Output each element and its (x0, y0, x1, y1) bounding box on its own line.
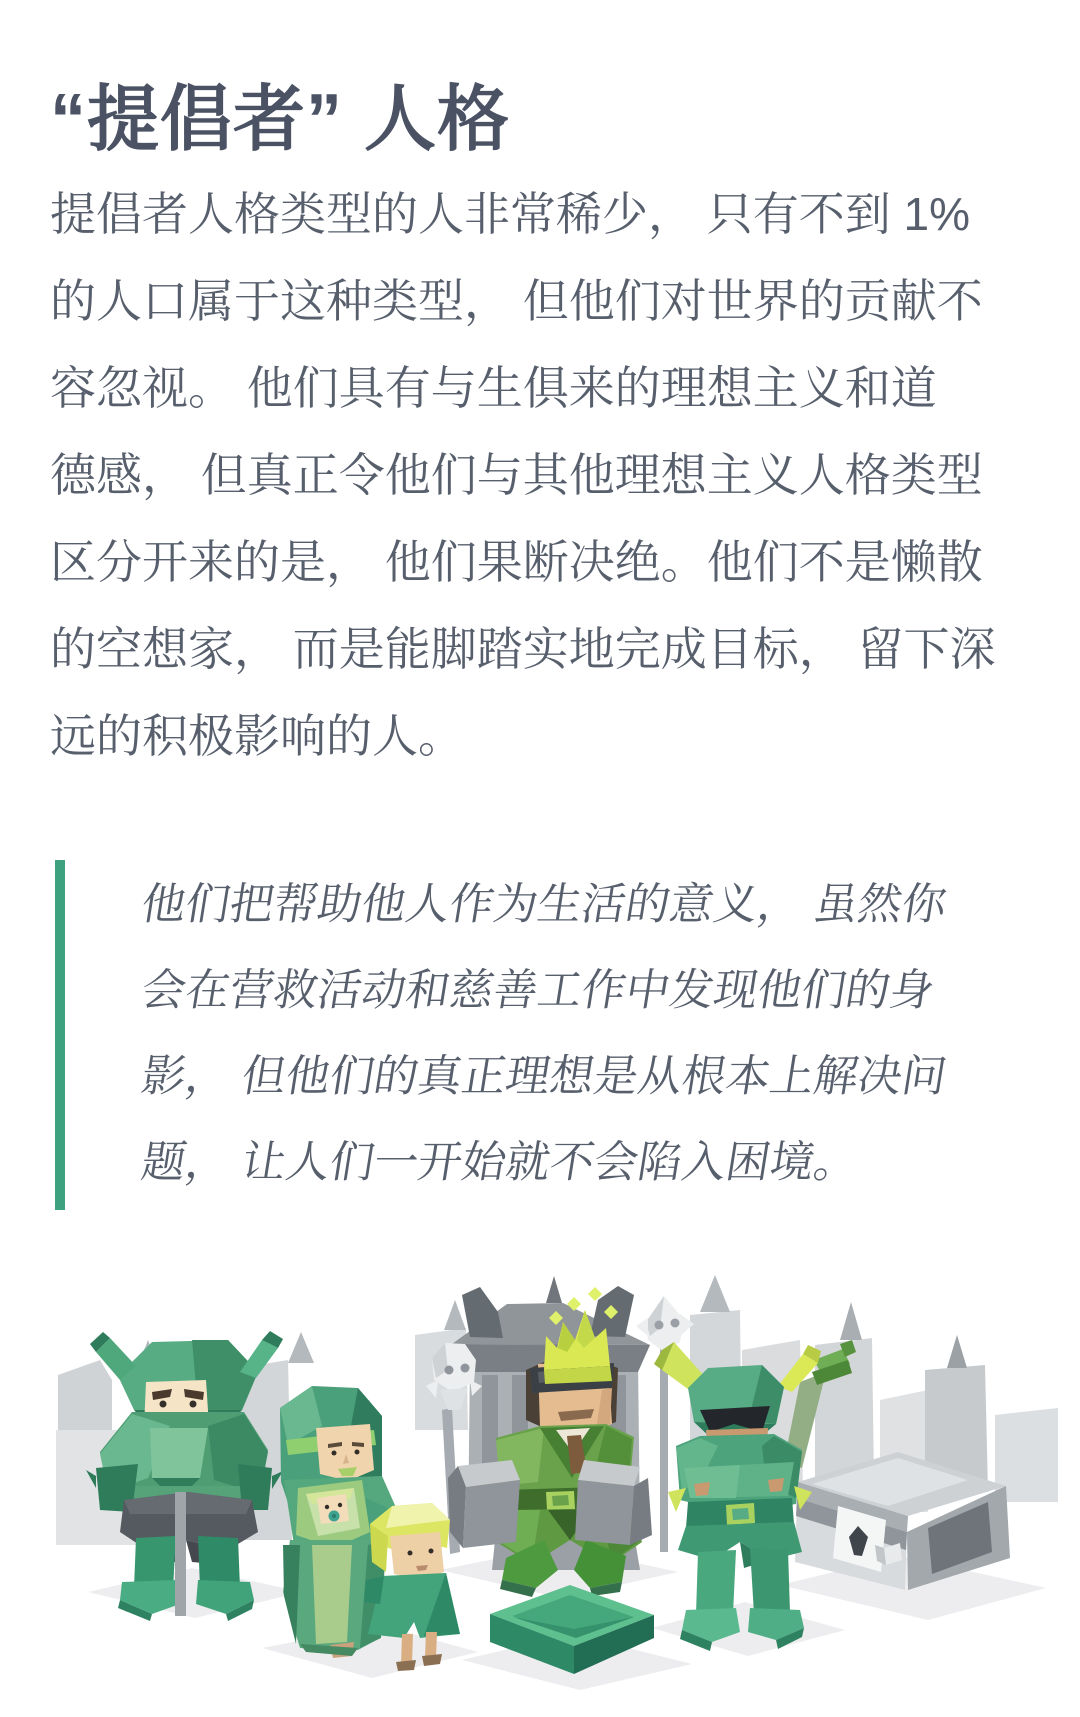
quote-line: 他们把帮助他人作为生活的意义， 虽然你 (138, 880, 951, 929)
warrior-character (86, 1331, 283, 1621)
page-title: “提倡者” 人格 (50, 80, 511, 161)
quote-block (135, 862, 975, 1206)
quote-accent-bar (55, 860, 65, 1210)
warrior-staff (175, 1492, 186, 1616)
paragraph-line: 的空想家， 而是能脚踏实地完成目标， 留下深 (50, 623, 996, 675)
intro-paragraph (50, 171, 1050, 780)
paragraph-line: 提倡者人格类型的人非常稀少， 只有不到 1% (50, 188, 971, 240)
quote-line: 会在营救活动和慈善工作中发现他们的身 (138, 966, 938, 1015)
quote-line: 影， 但他们的真正理想是从根本上解决问 (138, 1052, 951, 1101)
paragraph-line: 远的积极影响的人。 (50, 710, 464, 762)
paragraph-line: 的人口属于这种类型， 但他们对世界的贡献不 (50, 275, 983, 327)
paragraph-line: 区分开来的是， 他们果断决绝。他们不是懒散 (50, 536, 983, 588)
child-face (390, 1532, 444, 1580)
advocate-illustration (0, 1240, 1080, 1717)
quote-line: 题， 让人们一开始就不会陷入困境。 (138, 1138, 863, 1187)
paragraph-line: 德感， 但真正令他们与其他理想主义人格类型 (50, 449, 983, 501)
paragraph-line: 容忽视。 他们具有与生俱来的理想主义和道 (50, 362, 937, 414)
throne-horn (462, 1287, 503, 1338)
